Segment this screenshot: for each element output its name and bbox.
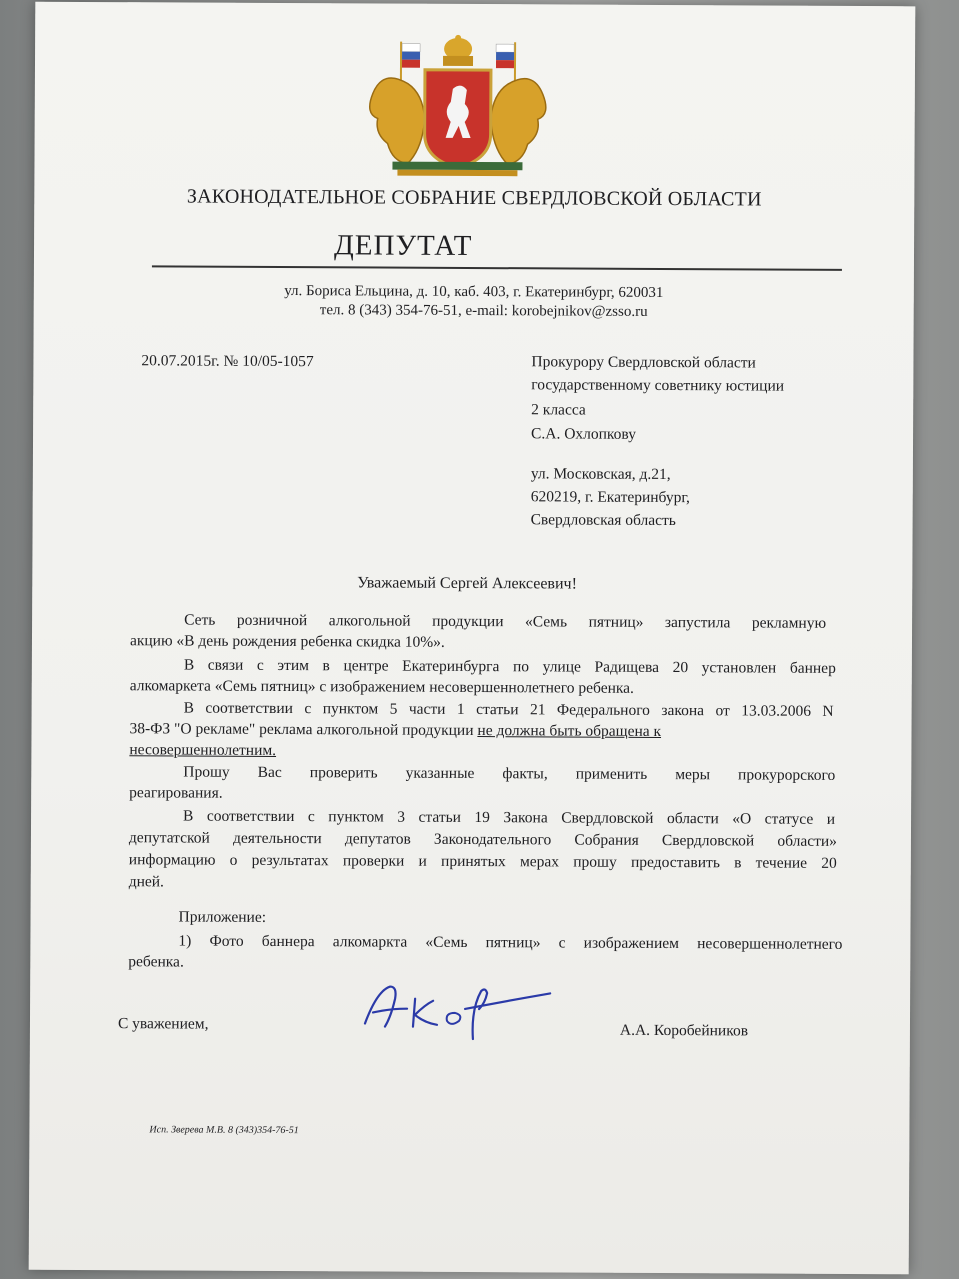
coat-of-arms-icon <box>352 33 563 179</box>
body-line: В соответствии с пунктом 5 части 1 статьи 21 Федерального закона от 13.03.2006 N <box>183 699 834 720</box>
recipient-line: 2 класса <box>531 401 586 419</box>
recipient-address-line: 620219, г. Екатеринбург, <box>530 488 690 507</box>
closing-regards: С уважением, <box>117 1015 209 1033</box>
sender-contacts: тел. 8 (343) 354-76-51, e-mail: korobejnikov@zsso.ru <box>319 302 648 320</box>
body-line: акцию «В день рождения ребенка скидка 10%». <box>129 632 445 651</box>
salutation: Уважаемый Сергей Алексеевич! <box>357 574 577 593</box>
body-text: 38-ФЗ "О рекламе" реклама алкогольной продукции <box>129 720 478 740</box>
appendix-item: ребенка. <box>128 953 184 971</box>
body-line: депутатской деятельности депутатов Законодательного Собрания Свердловской области» <box>128 829 837 850</box>
letter-sheet <box>29 2 916 1275</box>
underlined-text: не должна быть обращена к <box>477 722 662 740</box>
sender-address: ул. Бориса Ельцина, д. 10, каб. 403, г. Екатеринбург, 620031 <box>284 283 664 301</box>
body-line: алкомаркета «Семь пятниц» с изображением несовершеннолетнего ребенка. <box>129 677 635 697</box>
body-line: В соответствии с пунктом 3 статьи 19 Закона Свердловской области «О статусе и <box>183 807 836 828</box>
body-line: Прошу Вас проверить указанные факты, применить меры прокурорского <box>183 763 836 784</box>
recipient-line: Прокурору Свердловской области <box>531 353 756 372</box>
appendix-title: Приложение: <box>178 908 267 926</box>
appendix-item: 1) Фото баннера алкомаркта «Семь пятниц» с изображением несовершеннолетнего <box>178 932 843 953</box>
recipient-line: государственному советнику юстиции <box>531 376 785 395</box>
signatory-name: А.А. Коробейников <box>619 1021 749 1040</box>
recipient-address-line: ул. Московская, д.21, <box>530 465 671 484</box>
role-title: ДЕПУТАТ <box>333 229 473 262</box>
body-line: дней. <box>128 873 164 891</box>
header-divider <box>152 265 842 271</box>
body-line: Сеть розничной алкогольной продукции «Семь пятниц» запустила рекламную <box>184 611 827 632</box>
executor-note: Исп. Зверева М.В. 8 (343)354-76-51 <box>149 1124 299 1137</box>
body-line: реагирования. <box>129 784 223 802</box>
body-line: В связи с этим в центре Екатеринбурга по улице Радищева 20 установлен баннер <box>183 656 836 677</box>
handwritten-signature <box>355 978 555 1049</box>
recipient-address-line: Свердловская область <box>530 511 676 530</box>
organization-title: ЗАКОНОДАТЕЛЬНОЕ СОБРАНИЕ СВЕРДЛОВСКОЙ ОБЛАСТИ <box>186 185 762 211</box>
body-line: информацию о результатах проверки и принятых мерах прошу предоставить в течение 20 <box>128 851 837 872</box>
recipient-line: С.А. Охлопкову <box>531 425 637 443</box>
date-number: 20.07.2015г. № 10/05-1057 <box>141 352 314 371</box>
underlined-text: несовершеннолетним. <box>129 741 277 759</box>
